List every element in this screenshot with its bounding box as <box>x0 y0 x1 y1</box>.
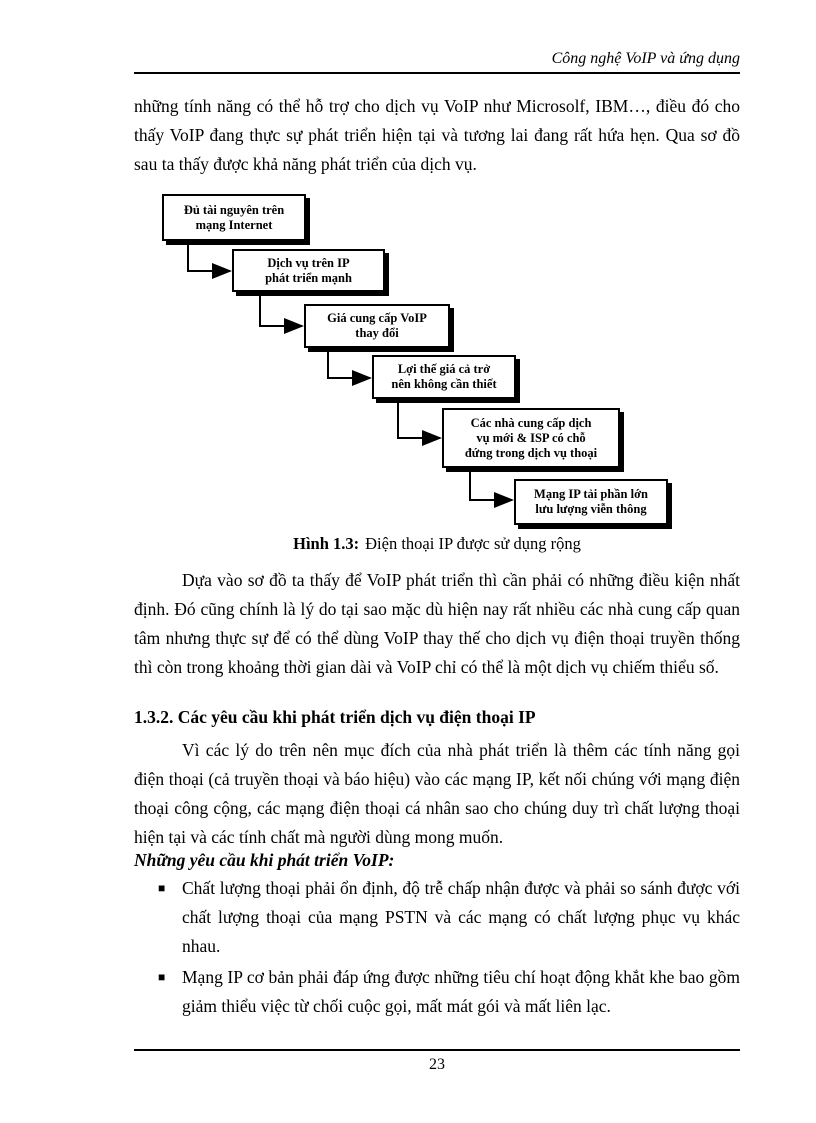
flow-box-3 <box>304 304 450 348</box>
connector-arrow-2 <box>260 289 302 326</box>
connector-arrow-1 <box>188 240 230 271</box>
flow-box-5-line-1: Các nhà cung cấp dịch <box>470 415 592 430</box>
flow-box-5-line-2: vụ mới & ISP có chỗ <box>476 430 586 445</box>
requirements-heading: Những yêu cầu khi phát triển VoIP: <box>134 850 395 870</box>
flow-box-4-line-2: nên không cần thiết <box>391 377 497 391</box>
flow-box-5 <box>442 408 620 468</box>
flow-box-1-line-2: mạng Internet <box>195 217 273 232</box>
flow-box-1-line-1: Đủ tài nguyên trên <box>183 202 285 217</box>
intro-paragraph: những tính năng có thể hỗ trợ cho dịch vụ VoIP như Microsolf, IBM…, điều đó cho thấy VoIP đang thực sự phát triển hiện tại và tương lai đang rất hứa hẹn. Qua sơ đồ sau ta thấy được khả năng phát triển của dịch vụ. <box>134 96 740 174</box>
flow-box-6 <box>514 479 668 525</box>
section-paragraph: Vì các lý do trên nên mục đích của nhà phát triển là thêm các tính năng gọi điện thoại (cả truyền thoại và báo hiệu) vào các mạng IP, kết nối chúng với mạng điện thoại công cộng, các mạng điện thoại cá nhân sao cho chúng duy trì chất lượng thoại hiện tại và các tính chất mà người dùng mong muốn. <box>134 740 740 847</box>
page-number: 23 <box>429 1056 445 1073</box>
flow-box-5-line-3: đứng trong dịch vụ thoại <box>464 445 598 460</box>
list-item <box>158 874 740 961</box>
header-title: Công nghệ VoIP và ứng dụng <box>551 50 740 67</box>
flow-box-6-line-1: Mạng IP tải phần lớn <box>534 487 648 501</box>
flow-box-4-line-1: Lợi thế giá cả trở <box>397 362 491 376</box>
figure-caption <box>134 534 740 554</box>
paragraph-after-figure: Dựa vào sơ đồ ta thấy để VoIP phát triển thì cần phải có những điều kiện nhất định. Đó cũng chính là lý do tại sao mặc dù hiện nay rất nhiều các nhà cung cấp quan tâm nhưng thực sự để có thể dùng VoIP thay thế cho dịch vụ điện thoại truyền thống thì còn trong khoảng thời gian dài và VoIP chỉ có thể là một dịch vụ chiếm thiểu số. <box>134 570 740 677</box>
flow-box-2-line-2: phát triển mạnh <box>265 270 352 285</box>
requirements-list <box>158 872 740 1021</box>
list-item-text: Chất lượng thoại phải ổn định, độ trễ chấp nhận được và phải so sánh được với chất lượng thoại của mạng PSTN và các mạng có chất lượng phục vụ khác nhau. <box>182 878 740 956</box>
flow-box-1 <box>162 194 306 241</box>
connector-arrow-5 <box>470 466 512 500</box>
figure-caption-label: Hình 1.3: <box>293 534 360 553</box>
flow-box-2 <box>232 249 385 292</box>
page-header <box>134 48 740 74</box>
flow-box-3-line-2: thay đổi <box>355 326 399 340</box>
connector-arrow-4 <box>398 397 440 438</box>
flow-box-6-line-2: lưu lượng viễn thông <box>535 502 647 516</box>
list-item <box>158 963 740 1021</box>
flow-box-3-line-1: Giá cung cấp VoIP <box>327 311 427 325</box>
list-item-text: Mạng IP cơ bản phải đáp ứng được những tiêu chí hoạt động khắt khe bao gồm giảm thiểu việc từ chối cuộc gọi, mất mát gói và mất liên lạc. <box>182 967 740 1016</box>
bullet-icon: ■ <box>158 970 166 984</box>
footer-rule <box>134 1049 740 1051</box>
figure-caption-text: Điện thoại IP được sử dụng rộng <box>365 534 581 553</box>
flow-box-2-line-1: Dịch vụ trên IP <box>267 255 350 270</box>
connector-arrow-3 <box>328 344 370 378</box>
bullet-icon: ■ <box>158 881 166 895</box>
flow-diagram <box>134 180 740 540</box>
flow-box-4 <box>372 355 516 399</box>
section-heading: 1.3.2. Các yêu cầu khi phát triển dịch vụ điện thoại IP <box>134 707 536 727</box>
